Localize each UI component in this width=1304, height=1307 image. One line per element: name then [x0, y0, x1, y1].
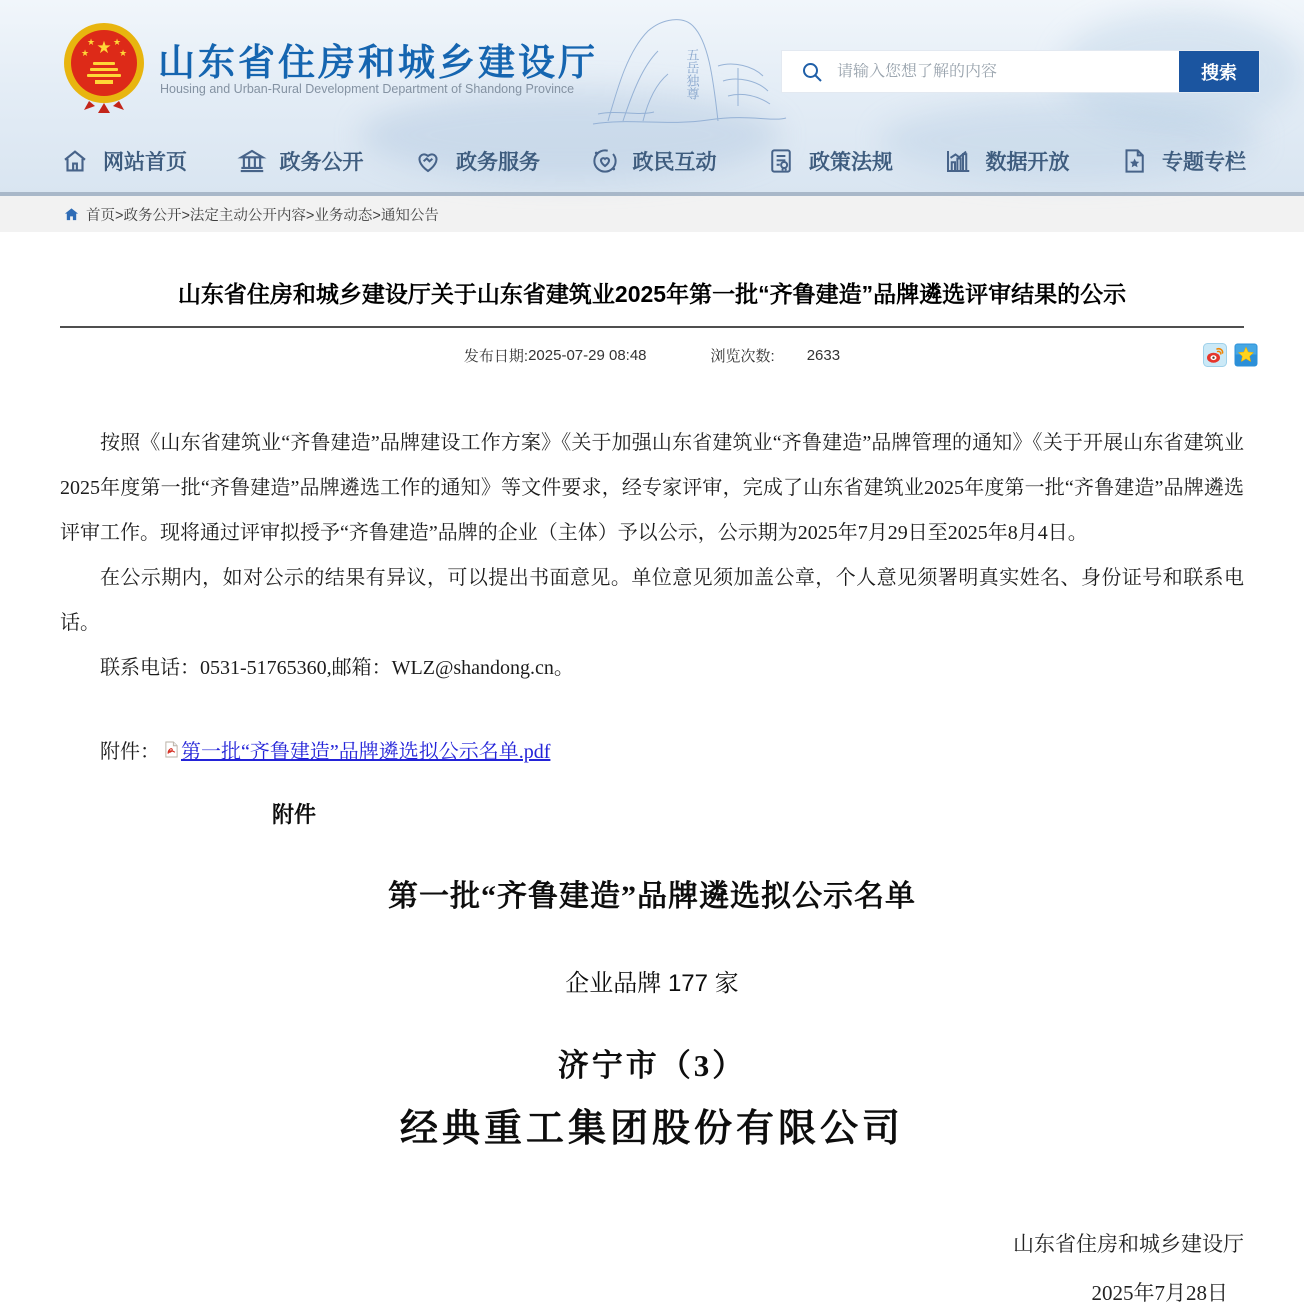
nav-label: 政策法规	[809, 151, 893, 174]
weibo-share-icon[interactable]	[1203, 343, 1227, 367]
svg-text:★: ★	[118, 48, 128, 58]
search-icon	[800, 60, 824, 84]
search-bar	[782, 51, 1259, 92]
preview-heading: 附件	[272, 802, 317, 827]
pdf-icon	[164, 741, 179, 758]
search-button[interactable]: 搜索	[1179, 51, 1259, 92]
breadcrumb-home-icon	[64, 207, 79, 222]
nav-label: 专题专栏	[1162, 151, 1246, 174]
nav-label: 政务服务	[456, 151, 540, 174]
handshake-heart-icon	[413, 146, 443, 176]
home-icon	[60, 146, 90, 176]
search-input[interactable]	[837, 63, 1179, 81]
star-document-icon	[1119, 146, 1149, 176]
site-title: 山东省住房和城乡建设厅	[158, 42, 598, 83]
preview-title: 第一批“齐鲁建造”品牌遴选拟公示名单	[388, 880, 916, 913]
preview-company-name: 经典重工集团股份有限公司	[399, 1108, 904, 1150]
qzone-share-icon[interactable]	[1234, 343, 1258, 367]
national-emblem-logo	[62, 18, 146, 114]
paragraph: 联系电话：0531-51765360,邮箱：WLZ@shandong.cn。	[100, 657, 574, 679]
svg-text:★: ★	[112, 37, 122, 47]
nav-label: 政民互动	[632, 151, 717, 174]
attachment-pdf-link[interactable]: 第一批“齐鲁建造”品牌遴选拟公示名单.pdf	[181, 741, 551, 763]
bar-chart-icon	[943, 146, 973, 176]
publish-date-label: 发布日期:	[463, 347, 529, 365]
attachment-row	[60, 735, 1244, 764]
nav-item-home[interactable]	[60, 146, 187, 176]
breadcrumb-path: 首页>政务公开>法定主动公开内容>业务动态>通知公告	[86, 207, 439, 224]
nav-item-open-data[interactable]	[943, 146, 1070, 176]
nav-item-gov-services[interactable]	[413, 146, 540, 176]
nav-item-policies[interactable]	[766, 146, 893, 176]
nav-label: 数据开放	[985, 151, 1070, 174]
nav-item-public-interaction[interactable]	[590, 146, 717, 176]
svg-text:★: ★	[96, 38, 112, 57]
signature-block	[60, 1228, 1244, 1307]
paragraph: 按照《山东省建筑业“齐鲁建造”品牌建设工作方案》《关于加强山东省建筑业“齐鲁建造”品牌管理的通知》《关于开展山东省建筑业2025年度第一批“齐鲁建造”品牌遴选工作的通知》等文件要求，经专家评审，完成了山东省建筑业2025年度第一批“齐鲁建造”品牌遴选评审工作。现将通过评审拟授予“齐鲁建造”品牌的企业（主体）予以公示，公示期为2025年7月29日至2025年8月4日。	[60, 432, 1244, 544]
nav-label: 政务公开	[279, 151, 364, 174]
signature-org: 山东省住房和城乡建设厅	[1013, 1232, 1244, 1256]
interaction-heart-icon	[590, 146, 620, 176]
mountain-painting-decoration	[588, 6, 788, 130]
view-count-value: 2633	[806, 346, 841, 364]
share-buttons	[1203, 343, 1258, 367]
signature-date: 2025年7月28日	[1091, 1281, 1228, 1305]
title-divider	[60, 326, 1244, 328]
view-count	[711, 345, 841, 366]
publish-date	[464, 345, 647, 366]
svg-text:★: ★	[80, 48, 90, 58]
view-count-label: 浏览次数:	[710, 347, 775, 365]
nav-label: 网站首页	[103, 151, 187, 174]
attachment-preview	[272, 798, 1032, 1152]
nav-item-special-topics[interactable]	[1119, 146, 1246, 176]
preview-city-heading: 济宁市（3）	[557, 1048, 747, 1083]
article-title: 山东省住房和城乡建设厅关于山东省建筑业2025年第一批“齐鲁建造”品牌遴选评审结果的公示	[177, 281, 1127, 307]
paragraph: 在公示期内，如对公示的结果有异议，可以提出书面意见。单位意见须加盖公章，个人意见须署明真实姓名、身份证号和联系电话。	[60, 567, 1244, 634]
site-subtitle-english: Housing and Urban-Rural Development Department of Shandong Province	[160, 82, 575, 96]
bank-icon	[237, 146, 267, 176]
article-body	[60, 421, 1244, 691]
site-header	[0, 0, 1304, 192]
breadcrumb[interactable]	[0, 192, 1304, 232]
main-navigation	[60, 132, 1246, 190]
publish-date-value: 2025-07-29 08:48	[528, 346, 647, 364]
article-meta	[60, 339, 1244, 371]
nav-item-gov-disclosure[interactable]	[237, 146, 364, 176]
attachment-label: 附件：	[100, 741, 160, 763]
article-content	[0, 276, 1304, 1307]
preview-brand-count: 企业品牌 177 家	[565, 970, 739, 997]
mountain-calligraphy-text: 五岳独尊	[684, 48, 700, 100]
policy-document-icon	[766, 146, 796, 176]
svg-text:★: ★	[86, 37, 96, 47]
